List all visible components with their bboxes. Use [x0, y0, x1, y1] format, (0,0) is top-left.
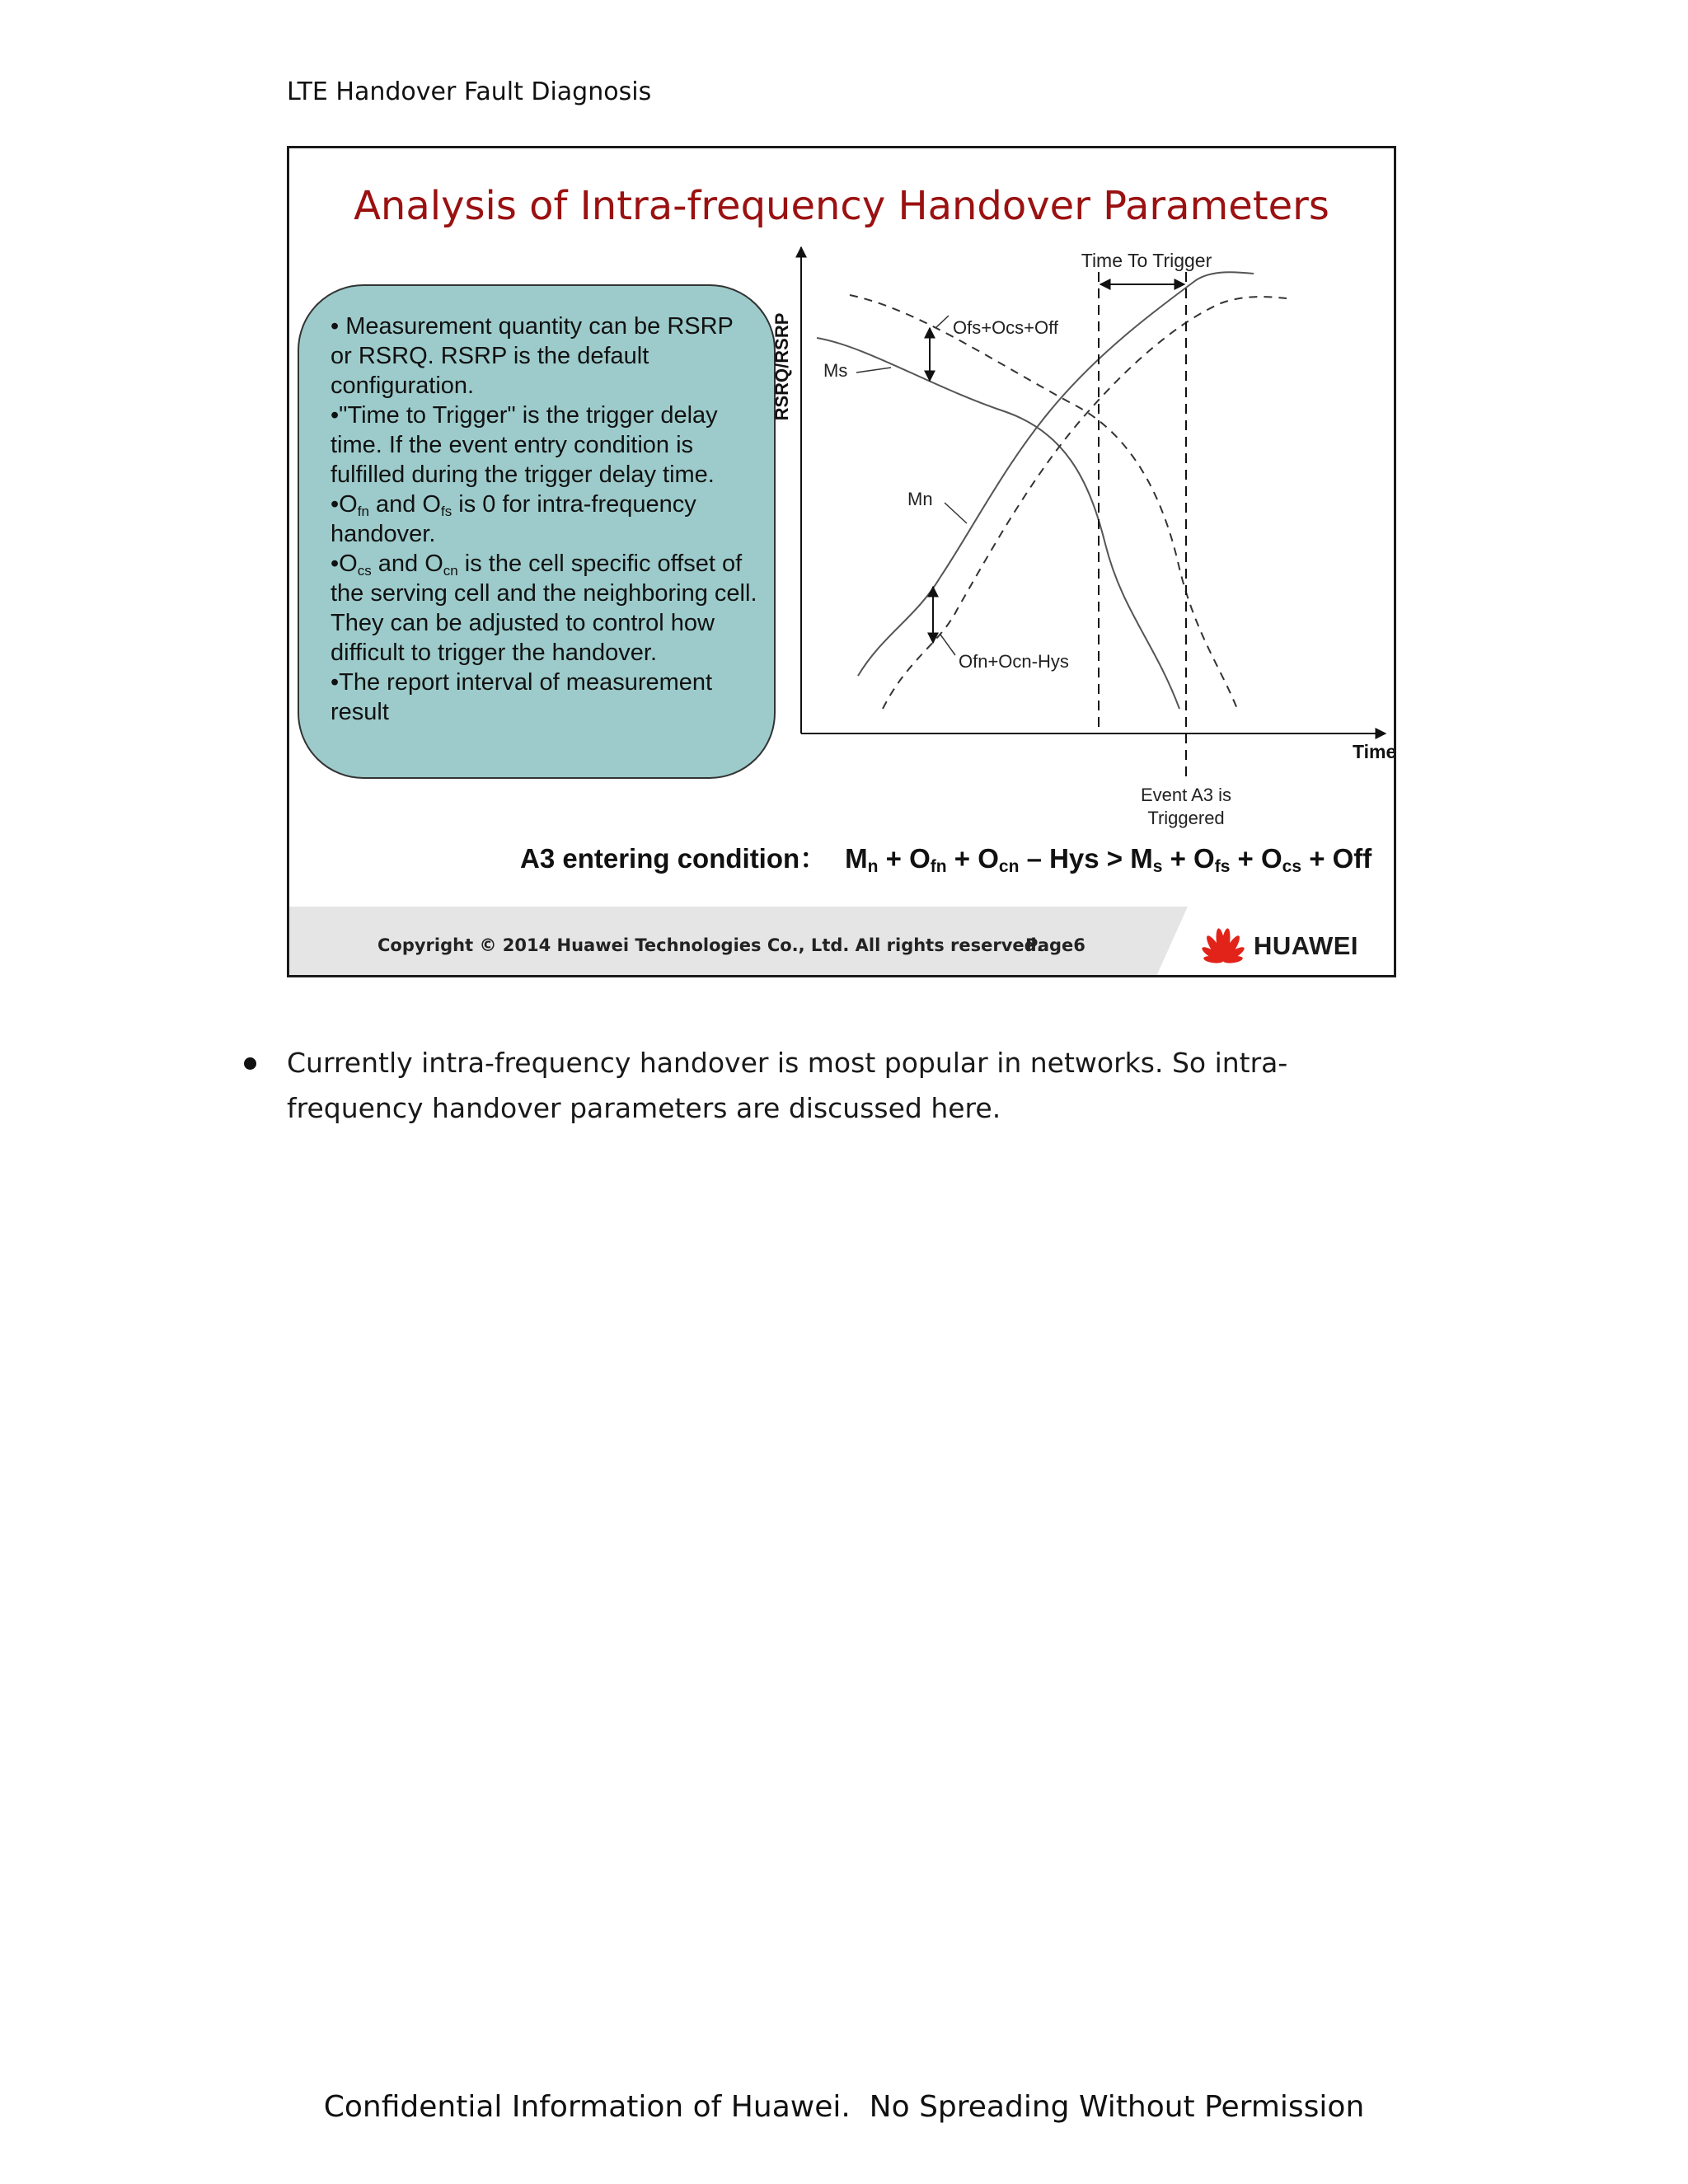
formula-term: M [845, 843, 868, 874]
formula-sub: fn [930, 857, 947, 876]
document-header-title: LTE Handover Fault Diagnosis [287, 77, 652, 106]
formula-sub: s [1152, 857, 1163, 876]
ofn-offset-label: Ofn+Ocn-Hys [959, 651, 1069, 672]
bubble-paragraph-1: • Measurement quantity can be RSRP or RSRQ. RSRP is the default configuration. [331, 313, 734, 399]
bubble-p4-mid: and O [371, 551, 443, 577]
formula-term: + Off [1301, 843, 1372, 874]
formula-sub: n [867, 857, 879, 876]
mn-offset-curve [883, 297, 1287, 709]
slide-page-number: Page6 [1025, 935, 1085, 955]
formula-term: + O [946, 843, 999, 874]
bubble-p3-post: is 0 for intra-frequency handover. [331, 491, 696, 547]
time-to-trigger-label: Time To Trigger [1081, 250, 1212, 271]
ofn-leader-line [940, 635, 955, 655]
bubble-p4-pre: •O [331, 551, 358, 577]
mn-leader-line [945, 503, 967, 523]
huawei-logo-text: HUAWEI [1254, 931, 1358, 960]
formula-sub: cs [1282, 857, 1302, 876]
formula-sub: fs [1214, 857, 1231, 876]
x-axis-label: Time [1353, 741, 1397, 762]
bubble-p3-pre: •O [331, 491, 358, 518]
a3-entering-condition [520, 837, 1372, 876]
ofs-offset-label: Ofs+Ocs+Off [953, 317, 1058, 338]
y-axis-label: RSRQ/RSRP [771, 312, 792, 421]
formula-term: + O [1230, 843, 1282, 874]
copyright-text: Copyright © 2014 Huawei Technologies Co., Ltd. All rights reserved. [377, 935, 1043, 955]
bubble-paragraph-2: •"Time to Trigger" is the trigger delay time. If the event entry condition is fulfilled during the trigger delay time. [331, 402, 718, 488]
slide-frame [287, 146, 1396, 977]
confidential-footer: Confidential Information of Huawei. No Spreading Without Permission [323, 2090, 1365, 2124]
ms-label: Ms [823, 360, 848, 381]
body-bullet-text: Currently intra-frequency handover is most popular in networks. So intra-frequency handover parameters are discussed here. [287, 1047, 1288, 1124]
formula-term: – Hys > M [1019, 843, 1153, 874]
bubble-p4-sub2: cn [443, 563, 458, 579]
slide-title: Analysis of Intra-frequency Handover Parameters [354, 183, 1329, 229]
ofs-leader-line [935, 316, 949, 328]
event-a3-label-line2: Triggered [1147, 808, 1225, 828]
mn-label: Mn [907, 489, 933, 509]
bubble-paragraph-5: •The report interval of measurement result [331, 669, 713, 725]
formula-label: A3 entering condition： [520, 843, 828, 874]
bubble-p4-post: is the cell specific offset of the serving cell and the neighboring cell. They can be adjusted to control how difficult to trigger the handover. [331, 551, 757, 666]
bubble-p3-sub1: fn [357, 504, 369, 519]
bubble-p4-sub1: cs [357, 563, 372, 579]
handover-diagram [289, 148, 1396, 890]
bubble-p3-sub2: fs [440, 504, 452, 519]
bullet-icon [244, 1057, 256, 1070]
ms-leader-line [856, 368, 891, 373]
event-a3-label-line1: Event A3 is [1140, 785, 1232, 805]
formula-term: + O [878, 843, 931, 874]
body-bullet-item [244, 1040, 1398, 1131]
formula-expression [845, 843, 1372, 874]
formula-sub: cn [998, 857, 1020, 876]
bubble-p3-mid: and O [368, 491, 441, 518]
formula-term: + O [1162, 843, 1215, 874]
